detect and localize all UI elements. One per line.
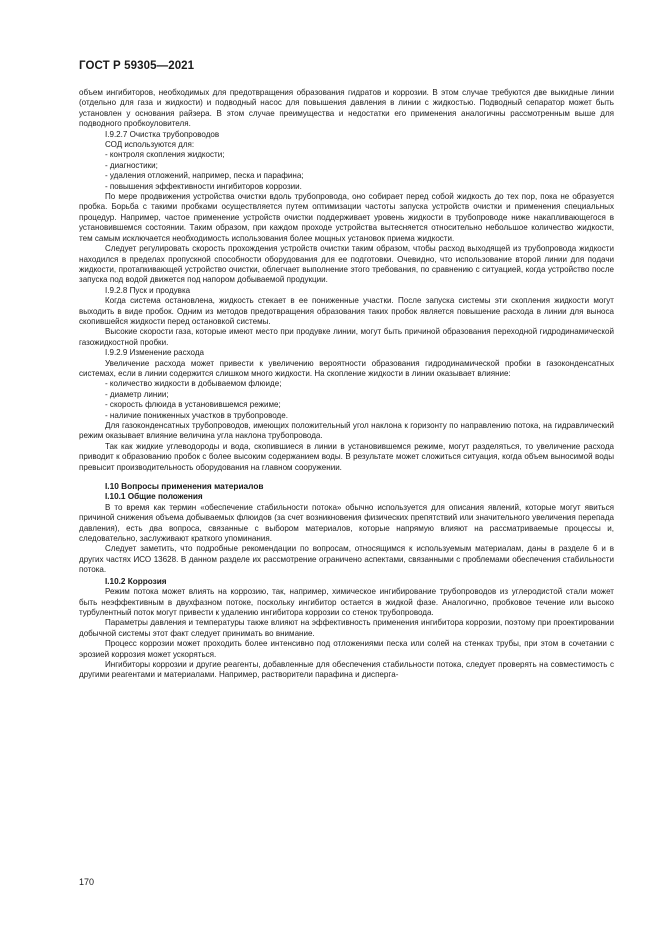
list-item: - повышения эффективности ингибиторов коррозии. [105,181,302,191]
standard-header: ГОСТ Р 59305—2021 [79,60,195,72]
paragraph: Следует заметить, что подробные рекомендации по вопросам, относящимся к используемым материалам, даны в разделе 6 и в других частях ИСО 13628. В данном разделе их рассмотрение ограничено аспектами, связанными с проблемами обеспечения стабильности потока. [79,544,614,575]
document-body [79,88,614,681]
paragraph: Высокие скорости газа, которые имеют место при продувке линии, могут быть причиной образования переходной гидродинамической газожидкостной пробки. [79,327,614,347]
list-item: - диагностики; [105,160,158,170]
subsection-title: I.9.2.7 Очистка трубопроводов [105,129,220,139]
paragraph: Параметры давления и температуры также влияют на эффективность применения ингибитора коррозии, поэтому при проектировании добычной системы этот факт следует принимать во внимание. [79,618,614,638]
paragraph: Увеличение расхода может привести к увеличению вероятности образования гидродинамической пробки в газоконденсатных системах, если в линии содержится слишком много жидкости. На скопление жидкости в линии оказывает влияние: [79,358,614,378]
bullet-list [79,379,614,421]
subsection-heading: I.10.2 Коррозия [105,576,167,586]
paragraph: СОД используются для: [105,140,195,150]
bullet-list [79,150,614,192]
subsection-title: I.9.2.9 Изменение расхода [105,348,205,358]
paragraph: Процесс коррозии может проходить более интенсивно под отложениями песка или солей на стенках трубы, при этом в сочетании с эрозией коррозия может ускоряться. [79,639,614,659]
paragraph: Так как жидкие углеводороды и вода, скопившиеся в линии в установившемся режиме, могут разделяться, то увеличение расхода приводит к образованию пробок с более высоким содержанием воды. В результате может сложиться ситуация, когда объем выносимой воды превысит производительность оборудования на главном сооружении. [79,441,614,472]
paragraph: объем ингибиторов, необходимых для предотвращения образования гидратов и коррозии. В этом случае требуются две выкидные линии (отдельно для газа и жидкости) и подводный насос для повышения давления в линии с жидкостью. Подводный сепаратор может быть установлен у основания райзера. В этом случае преимущества и недостатки его применения аналогичны рассмотренным выше для подводного пробкоуловителя. [79,88,614,129]
paragraph: Ингибиторы коррозии и другие реагенты, добавленные для обеспечения стабильности потока, следует проверять на совместимость с другими реагентами и материалами. Например, растворители парафина и диспергa- [79,659,614,680]
section-heading: I.10 Вопросы применения материалов [105,481,264,492]
list-item: - диаметр линии; [105,389,169,399]
paragraph: Для газоконденсатных трубопроводов, имеющих положительный угол наклона к горизонту по направлению потока, на гидравлический режим оказывает влияние величина угла наклона трубопровода. [79,421,614,441]
list-item: - контроля скопления жидкости; [105,150,225,160]
subsection-title: I.9.2.8 Пуск и продувка [105,285,191,295]
subsection-heading: I.10.1 Общие положения [105,492,203,502]
paragraph: Когда система остановлена, жидкость стекает в ее пониженные участки. После запуска системы эти скопления жидкости могут выходить в виде пробок. Одним из методов предотвращения образования таких пробок является повышение расхода в линии для выноса скопившейся жидкости перед остановкой системы. [79,296,614,326]
page-number: 170 [79,877,95,887]
list-item: - наличие пониженных участков в трубопроводе. [105,410,288,420]
paragraph: По мере продвижения устройства очистки вдоль трубопровода, оно собирает перед собой жидкость до тех пор, пока не образуется пробка. Борьба с такими пробками осуществляется путем оптимизации частоты запуска устройств очистки и применения специальных процедур. Например, частое применение устройств очистки поддерживает уровень жидкости в трубопроводе ниже накапливающегося в установившемся состоянии. Таким образом, при каждом проходе устройства вытесняется относительно небольшое количество жидкости, тем самым исключается необходимость использования более мощных установок приема жидкости. [79,192,614,243]
list-item: - удаления отложений, например, песка и парафина; [105,171,304,181]
paragraph: В то время как термин «обеспечение стабильности потока» обычно используется для описания явлений, которые могут явиться причиной снижения объема добываемых флюидов (за счет возникновения физических препятствий или значительного увеличения перепада давления), есть два вопроса, связанные с выбором материалов, которые напрямую влияют на рассматриваемые процессы и, следовательно, заслуживают краткого упоминания. [79,502,614,544]
paragraph: Следует регулировать скорость прохождения устройств очистки таким образом, чтобы расход выходящей из трубопровода жидкости находился в пределах пропускной способности оборудования для ее подготовки. Очевидно, что использование второй линии для подачи жидкости, протапкивающей устройство очистки, облегчает выполнение этого требования, по сравнению с ситуацией, когда устройство после запуска под водой движется под напором добываемой продукции. [79,244,614,285]
paragraph: Режим потока может влиять на коррозию, так, например, химическое ингибирование трубопроводов из углеродистой стали может быть неэффективным в двухфазном потоке, поскольку ингибитор остается в жидкой фазе. Аналогично, пробковое течение или высоко турбулентный поток могут привести к удалению ингибитора коррозии со стенок трубопровода. [79,587,614,617]
list-item: - количество жидкости в добываемом флюиде; [105,379,282,389]
list-item: - скорость флюида в установившемся режиме; [105,400,281,410]
